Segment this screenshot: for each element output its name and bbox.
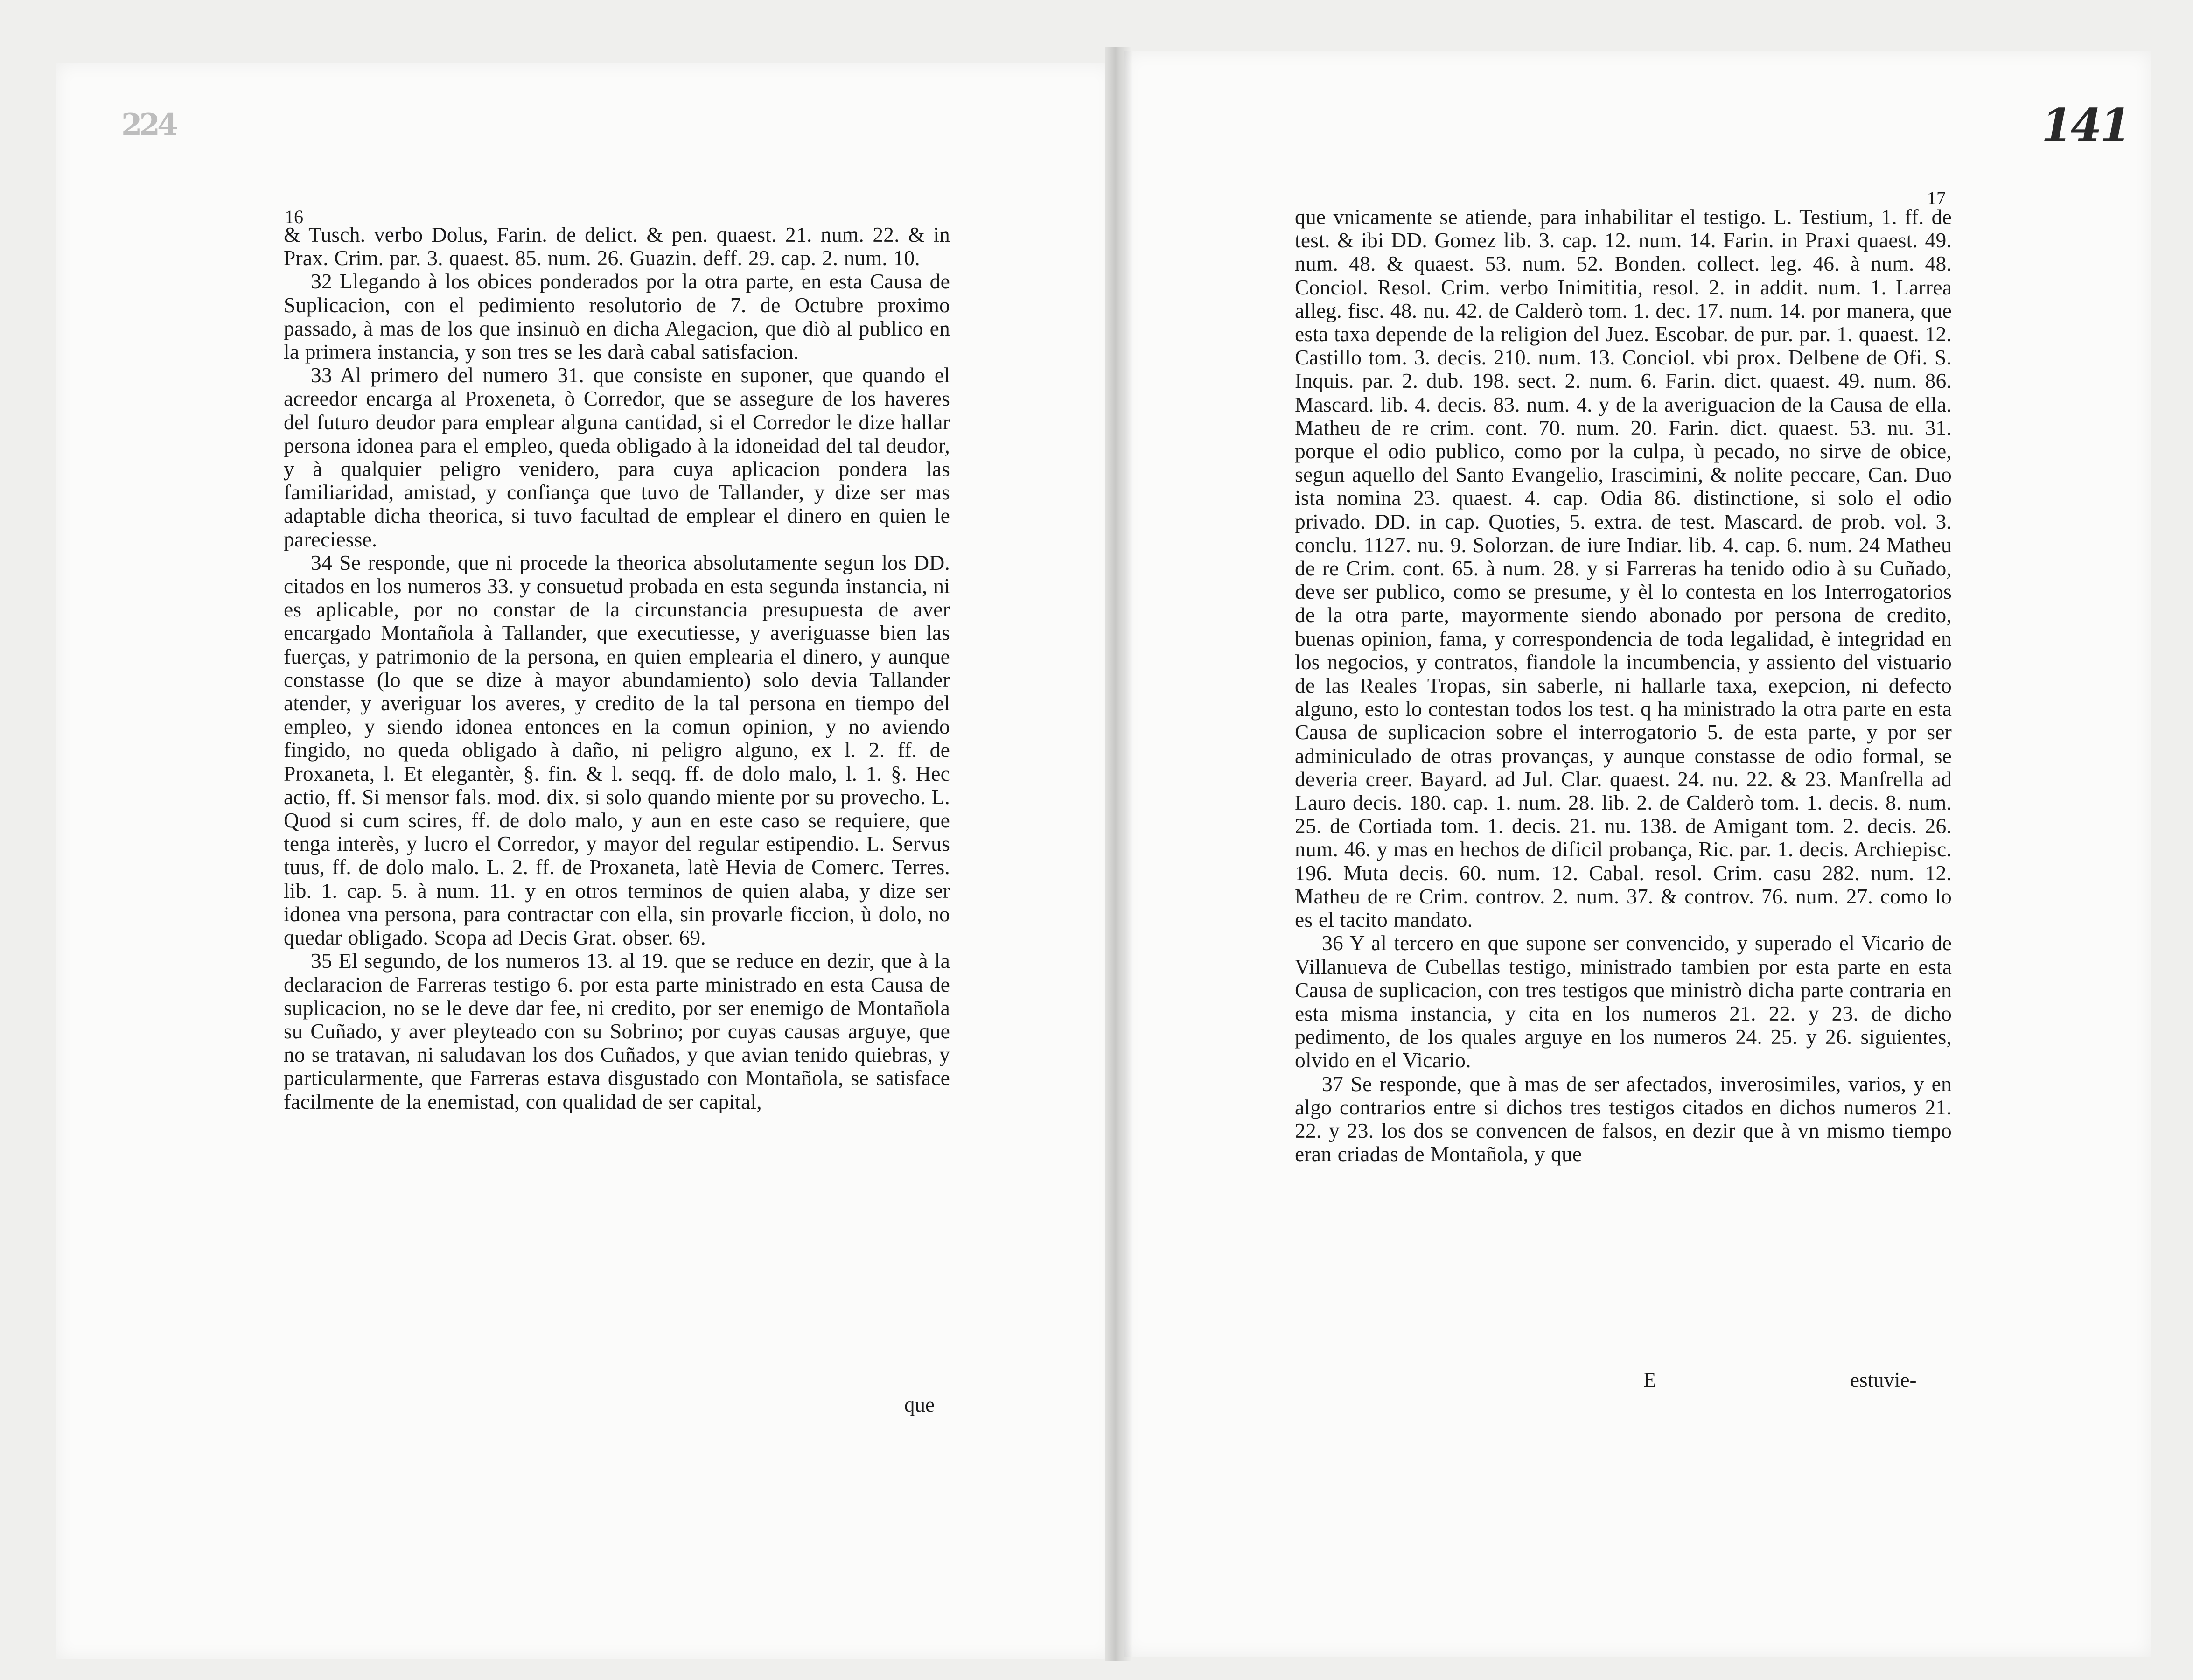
catchword-left: que — [904, 1393, 935, 1416]
paragraph: 36 Y al tercero en que supone ser convencido, y superado el Vicario de Villanueva de Cubellas testigo, ministrado tambien por esta parte en esta Causa de suplicacion, con tres testigos que ministrò dicha parte contraria en esta misma instancia, y cita en los numeros 21. 22. y 23. de dicho pedimento, de los quales arguye en los numeros 24. 25. y 26. siguientes, olvido en el Vicario. — [1295, 931, 1952, 1072]
paragraph: 35 El segundo, de los numeros 13. al 19. que se reduce en dezir, que à la declaracion de Farreras testigo 6. por esta parte ministrado en esta Causa de suplicacion, no se le deve dar fee, ni credito, por ser enemigo de Montañola su Cuñado, y aver pleyteado con su Sobrino; por cuyas causas arguye, que no se tratavan, ni saludavan los dos Cuñados, y que avian tenido quiebras, y particularmente, que Farreras estava disgustado con Montañola, se satisface facilmente de la enemistad, con qualidad de ser capital, — [284, 949, 950, 1113]
paragraph: 34 Se responde, que ni procede la theorica absolutamente segun los DD. citados en los numeros 33. y consuetud probada en esta segunda instancia, ni es aplicable, por no constar de la circunstancia presupuesta de aver encargado Montañola à Tallander, que executiesse, y averiguasse bien las fuerças, y patrimonio de la persona, en quien emplearia el dinero, y aunque constasse (lo que se dize à mayor abundamiento) solo devia Tallander atender, y averiguar los averes, y credito de la tal persona en tiempo del empleo, y siendo idonea entonces en la comun opinion, y no aviendo fingido, no queda obligado à daño, ni peligro alguno, ex l. 2. ff. de Proxaneta, l. Et elegantèr, §. fin. & l. seqq. ff. de dolo malo, l. 1. §. Hec actio, ff. Si mensor fals. mod. dix. si solo quando miente por su provecho. L. Quod si cum scires, ff. de dolo malo, y aun en este caso se requiere, que tenga interès, y lucro el Corredor, y mayor del regular estipendio. L. Servus tuus, ff. de dolo malo. L. 2. ff. de Proxaneta, latè Hevia de Comerc. Terres. lib. 1. cap. 5. à num. 11. y en otros terminos de quien alaba, y dize ser idonea vna persona, para contractar con ella, sin provarle ficcion, ù dolo, no quedar obligado. Scopa ad Decis Grat. obser. 69. — [284, 550, 950, 950]
paragraph: 32 Llegando à los obices ponderados por la otra parte, en esta Causa de Suplicacion, con el pedimiento resolutorio de 7. de Octubre proximo passado, à mas de los que insinuò en dicha Alegacion, que diò al publico en la primera instancia, y son tres se les darà cabal satisfacion. — [284, 269, 950, 364]
page-number-left: 16 — [285, 206, 303, 227]
folio-stamp-right: 141 — [2041, 99, 2130, 152]
paragraph: & Tusch. verbo Dolus, Farin. de delict. & pen. quaest. 21. num. 22. & in Prax. Crim. par. 3. quaest. 85. num. 26. Guazin. deff. 29. cap. 2. num. 10. — [284, 223, 950, 270]
paragraph: que vnicamente se atiende, para inhabilitar el testigo. L. Testium, 1. ff. de test. & ibi DD. Gomez lib. 3. cap. 12. num. 14. Farin. in Praxi quaest. 49. num. 48. & quaest. 53. num. 52. Bonden. collect. leg. 46. à num. 48. Conciol. Resol. Crim. verbo Inimititia, resol. 2. in addit. num. 1. Larrea alleg. fisc. 48. nu. 42. de Calderò tom. 1. dec. 17. num. 14. por manera, que esta taxa depende de la religion del Juez. Escobar. de pur. par. 1. quaest. 12. Castillo tom. 3. decis. 210. num. 13. Conciol. vbi prox. Delbene de Ofi. S. Inquis. par. 2. dub. 198. sect. 2. num. 6. Farin. dict. quaest. 49. num. 86. Mascard. lib. 4. decis. 83. num. 4. y de la averiguacion de la Causa de ella. Matheu de re crim. cont. 70. num. 20. Farin. dict. quaest. 53. nu. 31. porque el odio publico, como por la culpa, ù pecado, no sirve de obice, segun aquello del Santo Evangelio, Irascimini, & nolite peccare, Can. Duo ista nomina 23. quaest. 4. cap. Odia 86. distinctione, si solo el odio privado. DD. in cap. Quoties, 5. extra. de test. Mascard. de prob. vol. 3. conclu. 1127. nu. 9. Solorzan. de iure Indiar. lib. 4. cap. 6. num. 24 Matheu de re Crim. cont. 65. à num. 28. y si Farreras ha tenido odio à su Cuñado, deve ser publico, como se presume, y èl lo contesta en los Interrogatorios de la otra parte, mayormente siendo abonado por persona de credito, buenas opinion, fama, y correspondencia de toda legalidad, è integridad en los negocios, y contratos, fiandole la incumbencia, y assiento del vistuario de las Reales Tropas, sin saberle, ni hallarle taxa, exepcion, ni defecto alguno, esto lo contestan todos los test. q ha ministrado la otra parte en esta Causa de suplicacion sobre el interrogatorio 5. de esta parte, y por ser adminiculado de otras provanças, y aunque constasse de odio formal, se deveria creer. Bayard. ad Jul. Clar. quaest. 24. nu. 22. & 23. Manfrella ad Lauro decis. 180. cap. 1. num. 28. lib. 2. de Calderò tom. 1. decis. 8. num. 25. de Cortiada tom. 1. decis. 21. nu. 138. de Amigant tom. 2. decis. 26. num. 46. y mas en hechos de dificil probança, Ric. par. 1. decis. Archiepisc. 196. Muta decis. 60. num. 12. Cabal. resol. Crim. casu 282. num. 12. Matheu de re Crim. controv. 2. num. 37. & controv. 76. num. 27. como lo es el tacito mandato. — [1295, 205, 1952, 932]
folio-stamp-left: 224 — [121, 107, 175, 142]
paragraph: 37 Se responde, que à mas de ser afectados, inverosimiles, varios, y en algo contrarios entre si dichos tres testigos citados en dichos numeros 21. 22. y 23. los dos se convencen de falsos, en dezir que à vn mismo tiempo eran criadas de Montañola, y que — [1295, 1071, 1952, 1166]
catchword-right: estuvie- — [1850, 1368, 1917, 1392]
paragraph: 33 Al primero del numero 31. que consiste en suponer, que quando el acreedor encarga al Proxeneta, ò Corredor, que se assegure de los haveres del futuro deudor para emplear alguna cantidad, si el Corredor le dize hallar persona idonea para el empleo, queda obligado à la idoneidad del tal deudor, y à qualquier peligro venidero, para cuya aplicacion pondera las familiaridad, amistad, y confiança que tuvo de Tallander, y dize ser mas adaptable dicha theorica, si tuvo facultad de emplear el dinero en quien le pareciesse. — [284, 363, 950, 551]
signature-mark: E — [1643, 1368, 1656, 1392]
page-shadow — [1124, 51, 1133, 1657]
right-page-text — [1295, 205, 1952, 1166]
page-number-right: 17 — [1927, 188, 1946, 209]
left-page-text — [284, 223, 950, 1113]
